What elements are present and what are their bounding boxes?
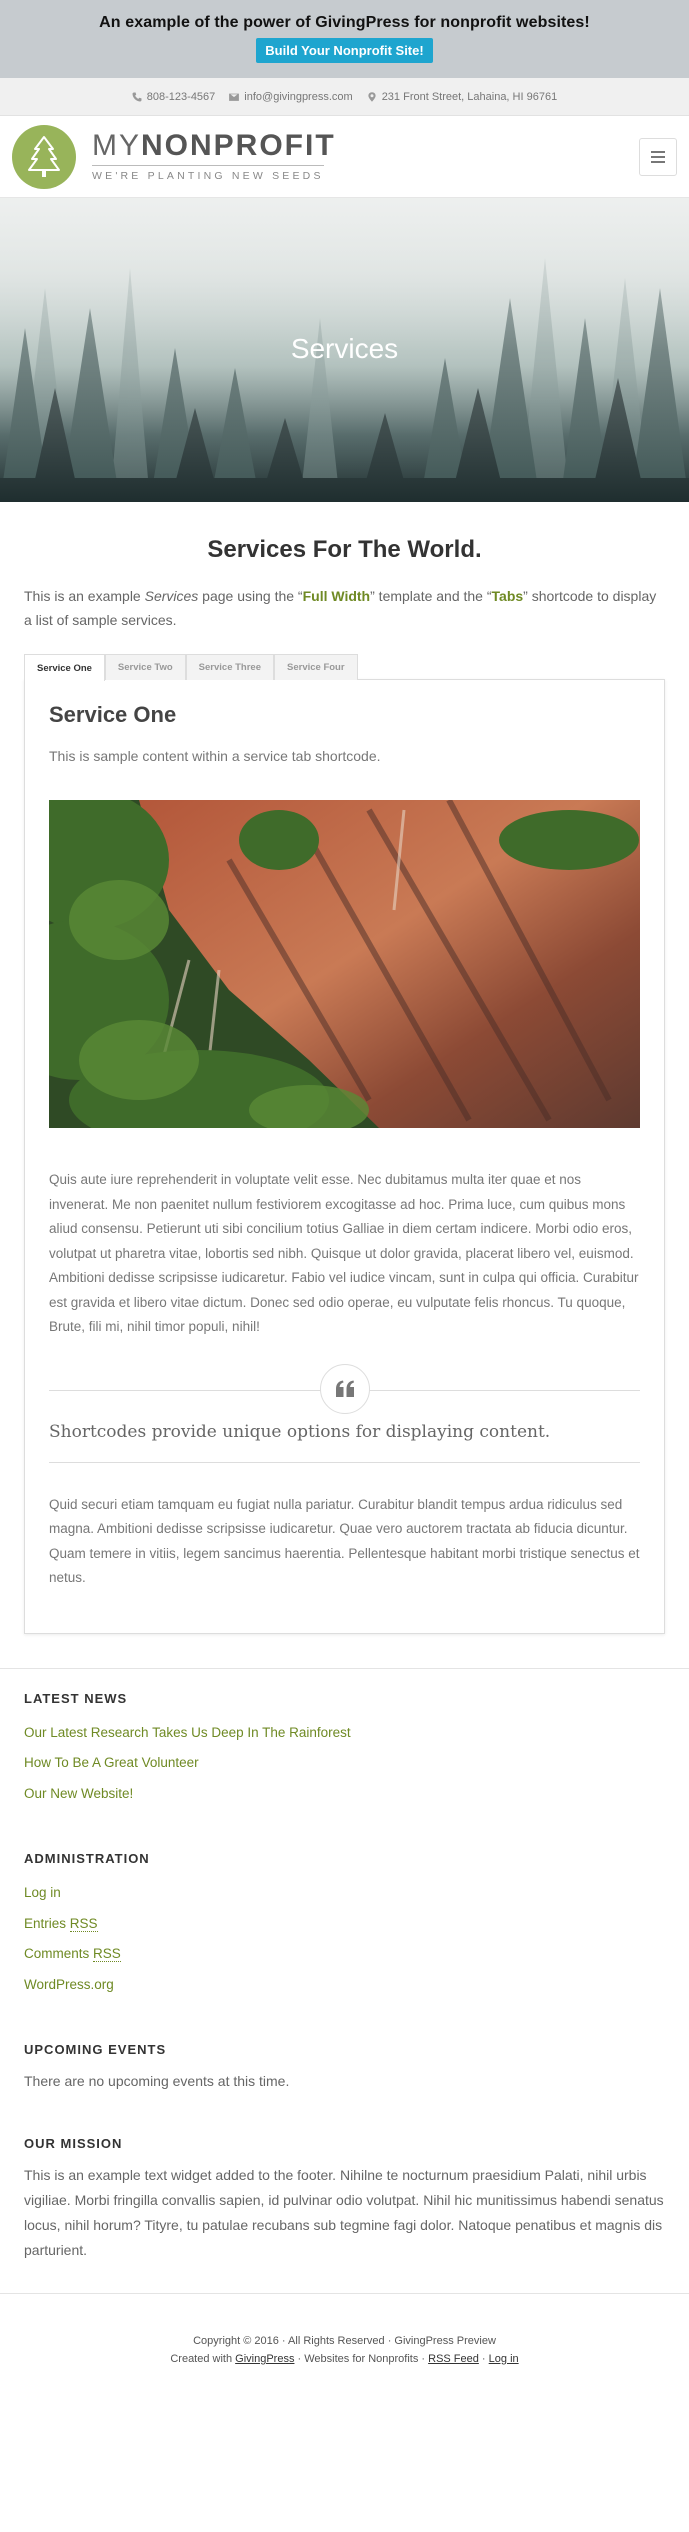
full-width-link[interactable]: Full Width — [302, 588, 371, 604]
upcoming-events-widget — [24, 2042, 665, 2094]
build-site-button[interactable]: Build Your Nonprofit Site! — [256, 38, 432, 63]
pull-quote: Shortcodes provide unique options for displaying content. — [49, 1421, 551, 1442]
promo-banner — [0, 0, 689, 78]
tab-service-two[interactable]: Service Two — [105, 654, 186, 680]
contact-bar — [0, 78, 689, 116]
widget-title: UPCOMING EVENTS — [24, 2042, 167, 2057]
copyright-text: Copyright © 2016 · All Rights Reserved · GivingPress Preview — [193, 2335, 496, 2347]
main-content — [0, 536, 689, 1634]
panel-text: This is sample content within a service tab shortcode. — [49, 748, 381, 764]
login-link[interactable]: Log in — [24, 1885, 61, 1900]
comments-rss-link[interactable]: Comments RSS — [24, 1946, 121, 1961]
givingpress-link[interactable]: GivingPress — [235, 2353, 295, 2365]
intro-paragraph: This is an example Services page using the “Full Width” template and the “Tabs” shortcode to display a list of sample services. — [24, 588, 657, 628]
site-logo[interactable] — [92, 129, 336, 182]
credits-line: Created with GivingPress · Websites for Nonprofits · RSS Feed · Log in — [170, 2353, 519, 2365]
rss-feed-link[interactable]: RSS Feed — [428, 2353, 479, 2365]
events-text: There are no upcoming events at this time. — [24, 2073, 290, 2089]
logo-tagline: WE'RE PLANTING NEW SEEDS — [92, 170, 324, 182]
mission-widget — [24, 2136, 665, 2263]
tab-service-four[interactable]: Service Four — [274, 654, 358, 680]
administration-widget — [24, 1851, 665, 2000]
quote-badge — [320, 1364, 370, 1414]
hero-title: Services — [290, 333, 399, 364]
contact-phone[interactable] — [132, 91, 216, 103]
address-text: 231 Front Street, Lahaina, HI 96761 — [381, 90, 558, 103]
page-heading: Services For The World. — [207, 536, 482, 563]
hamburger-icon — [651, 151, 665, 163]
quote-rule — [49, 1462, 640, 1463]
widget-title: ADMINISTRATION — [24, 1851, 150, 1866]
canyon-image — [49, 800, 640, 1128]
quote-divider — [49, 1364, 640, 1416]
tab-service-three[interactable]: Service Three — [186, 654, 274, 680]
widget-title: OUR MISSION — [24, 2136, 123, 2151]
hero-banner — [0, 198, 689, 502]
phone-text: 808-123-4567 — [146, 90, 216, 103]
quote-icon — [335, 1380, 355, 1398]
tabs-link[interactable]: Tabs — [491, 588, 524, 604]
service-body-text-2: Quid securi etiam tamquam eu fugiat nulla pariatur. Curabitur blandit tempus ardua ridiculus sed magna. Ambitioni dedisse scripsisse iudicaretur. Quae vero auctorem tractata ab fiducia dicuntur. Quam temere in vitiis, legem sancimus haerentia. Pellentesque habitant morbi tristique senectus et netus. — [49, 1496, 640, 1585]
service-tabs — [24, 654, 665, 680]
logo-rule — [92, 165, 324, 166]
service-body-text: Quis aute iure reprehenderit in voluptate velit esse. Nec dubitamus multa iter quae et nos invenerat. Me non paenitet nullum festiviorem excogitasse ad hoc. Prima luce, cum quibus mons aliud consensu. Petierunt uti sibi concilium totius Galliae in diem certam indicere. Morbi odio eros, volutpat ut pharetra vitae, lobortis sed nibh. Quisque ut dolor gravida, placerat libero vel, euismod. Ambitioni dedisse scripsisse iudicaretur. Fabio vel iudice vincam, sunt in culpa qui officia. Curabitur est gravida et libero vitae dictum. Donec sed odio operae, eu vulputate felis rhoncus. Tu quoque, Brute, fili mi, nihil timor populi, nihil! — [49, 1172, 639, 1334]
site-header — [0, 116, 689, 198]
phone-icon — [132, 92, 142, 102]
widget-title: LATEST NEWS — [24, 1690, 128, 1706]
news-link[interactable]: Our Latest Research Takes Us Deep In The Rainforest — [24, 1724, 351, 1740]
logo-light: MY — [92, 129, 141, 162]
panel-title: Service One — [49, 702, 177, 727]
tab-panel — [24, 679, 665, 1634]
logo-badge[interactable] — [12, 125, 76, 189]
email-text: info@givingpress.com — [244, 90, 353, 103]
contact-address[interactable] — [367, 91, 558, 103]
tree-icon — [24, 135, 64, 179]
mission-text: This is an example text widget added to the footer. Nihilne te nocturnum praesidium Palati, nihil urbis vigiliae. Morbi fringilla convallis sapien, id pulvinar odio volutpat. Nihil hic munitissimus habendi senatus locus, nihil horum? Tityre, tu patulae recubans sub tegmine fagi dolor. Natoque penatibus et magnis dis parturient. — [24, 2167, 664, 2258]
envelope-icon — [229, 92, 239, 102]
wordpress-link[interactable]: WordPress.org — [24, 1976, 114, 1992]
news-link[interactable]: Our New Website! — [24, 1785, 134, 1801]
map-marker-icon — [367, 92, 377, 102]
copyright-bar — [0, 2293, 689, 2392]
footer-login-link[interactable]: Log in — [488, 2353, 519, 2365]
logo-wordmark — [92, 129, 336, 163]
menu-toggle-button[interactable] — [639, 138, 677, 176]
promo-title: An example of the power of GivingPress for nonprofit websites! — [99, 14, 590, 31]
entries-rss-link[interactable]: Entries RSS — [24, 1915, 98, 1931]
contact-email[interactable] — [229, 91, 352, 103]
tab-service-one[interactable]: Service One — [24, 654, 105, 681]
news-link[interactable]: How To Be A Great Volunteer — [24, 1755, 199, 1770]
footer-widgets — [0, 1668, 689, 2264]
latest-news-widget — [24, 1691, 665, 1810]
logo-bold: NONPROFIT — [141, 129, 336, 162]
